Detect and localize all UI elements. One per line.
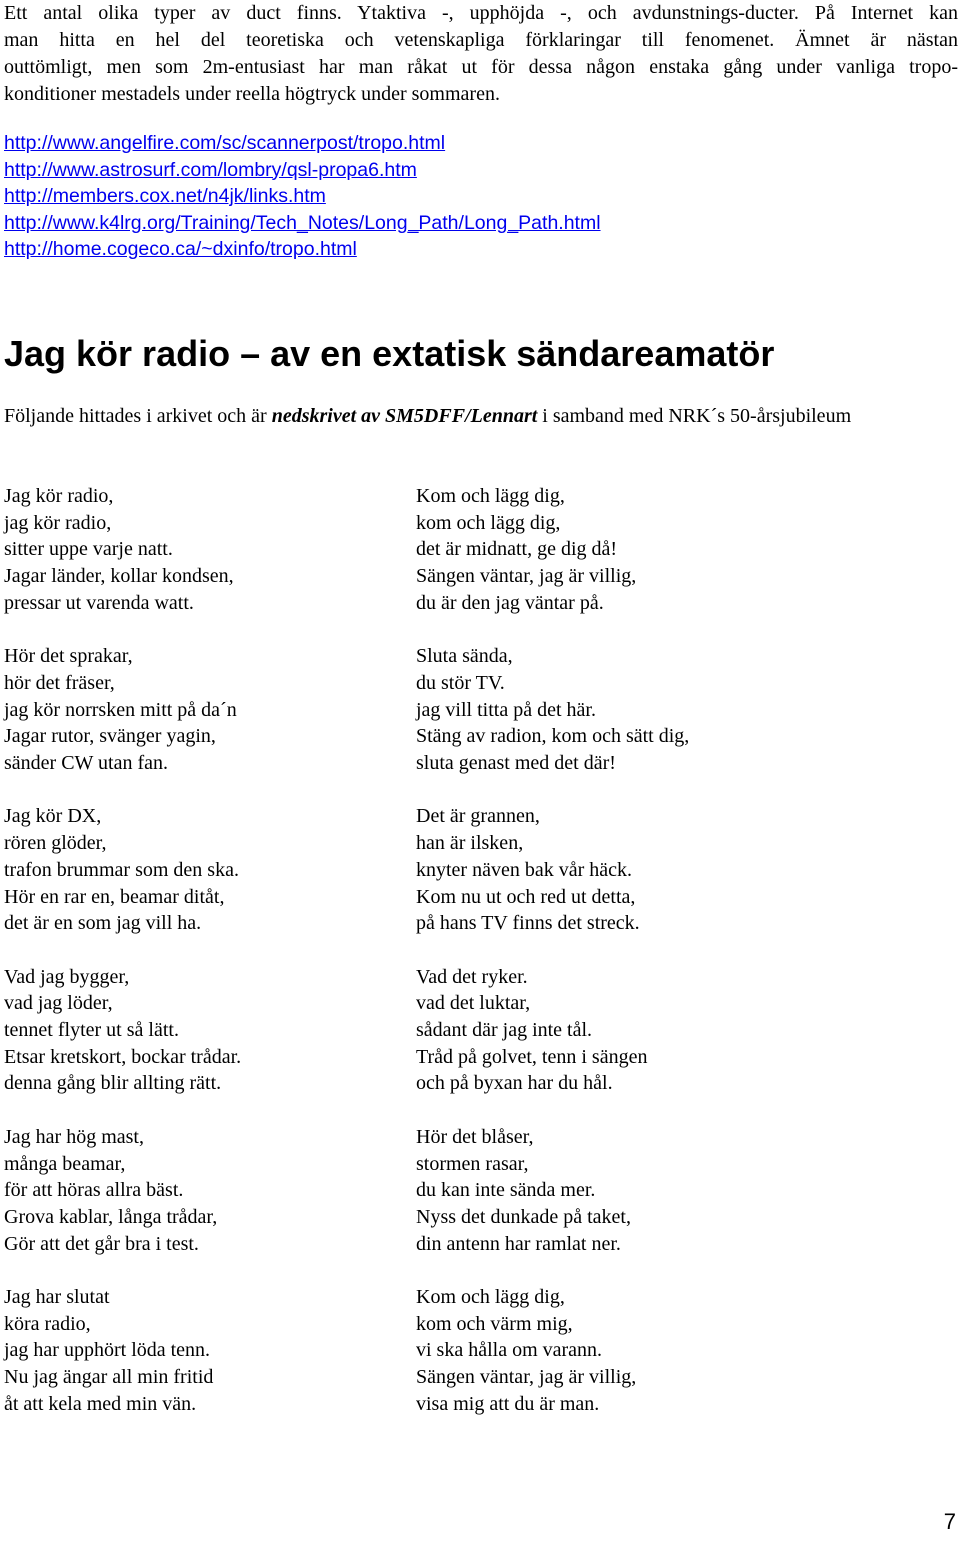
poem-line: Hör det blåser,: [416, 1125, 534, 1148]
link-cox-members[interactable]: http://members.cox.net/n4jk/links.htm: [4, 185, 326, 207]
poem-line: åt att kela med min vän.: [4, 1392, 197, 1415]
poem-line: Tråd på golvet, tenn i sängen: [416, 1045, 648, 1068]
poem-line: jag kör norrsken mitt på da´n: [4, 698, 237, 721]
poem-line: kom och lägg dig,: [416, 511, 561, 534]
poem-line: Jagar rutor, svänger yagin,: [4, 725, 216, 748]
poem-line: Sängen väntar, jag är villig,: [416, 565, 637, 588]
poem-line: kom och värm mig,: [416, 1312, 573, 1335]
poem-line: Kom och lägg dig,: [416, 485, 565, 507]
poem-line: Hör en rar en, beamar ditåt,: [4, 885, 225, 908]
poem-line: Vad det ryker.: [416, 965, 528, 988]
poem-line: Nyss det dunkade på taket,: [416, 1205, 631, 1228]
lead-text-after: i samband med NRK´s 50-årsjubileum: [537, 405, 852, 427]
link-list: [4, 130, 601, 263]
poem-line: jag vill titta på det här.: [416, 698, 596, 721]
poem-line: trafon brummar som den ska.: [4, 858, 239, 881]
poem-line: hör det fräser,: [4, 671, 115, 694]
poem-stanza: [416, 643, 689, 777]
poem-line: vad jag löder,: [4, 992, 113, 1015]
poem-line: pressar ut varenda watt.: [4, 591, 194, 614]
poem-line: jag kör radio,: [4, 511, 112, 534]
poem-line: Jag kör radio,: [4, 485, 114, 507]
poem-line: Vad jag bygger,: [4, 965, 130, 988]
poem-line: knyter näven bak vår häck.: [416, 858, 633, 881]
poem-line: Gör att det går bra i test.: [4, 1232, 199, 1255]
poem-line: Jagar länder, kollar kondsen,: [4, 565, 234, 588]
poem-line: det är en som jag vill ha.: [4, 912, 202, 935]
poem-line: tennet flyter ut så lätt.: [4, 1019, 179, 1042]
poem-line: sluta genast med det där!: [416, 752, 616, 775]
intro-paragraph: [4, 0, 958, 108]
page-number: 7: [943, 1509, 956, 1534]
poem-line: vi ska hålla om varann.: [416, 1339, 603, 1362]
lead-paragraph: [4, 403, 904, 430]
poem-line: du kan inte sända mer.: [416, 1179, 596, 1202]
poem-line: många beamar,: [4, 1152, 126, 1175]
poem-stanza: [4, 1124, 241, 1258]
poem-line: han är ilsken,: [416, 832, 524, 855]
poem-line: för att höras allra bäst.: [4, 1179, 184, 1202]
lead-text-before: Följande hittades i arkivet och är: [4, 405, 272, 427]
poem-line: stormen rasar,: [416, 1152, 529, 1175]
section-heading: Jag kör radio – av en extatisk sändareamatör: [4, 333, 775, 374]
poem-stanza: [416, 1284, 689, 1418]
poem-line: köra radio,: [4, 1312, 91, 1335]
poem-line: på hans TV finns det streck.: [416, 912, 640, 935]
poem-line: Nu jag ängar all min fritid: [4, 1366, 214, 1389]
poem-stanza: [4, 964, 241, 1098]
poem-line: Det är grannen,: [416, 805, 540, 828]
poem-line: Kom och lägg dig,: [416, 1286, 565, 1309]
poem-stanza: [4, 803, 241, 937]
poem-line: sitter uppe varje natt.: [4, 538, 173, 561]
poem-line: Grova kablar, långa trådar,: [4, 1205, 218, 1228]
link-astrosurf[interactable]: http://www.astrosurf.com/lombry/qsl-propa6.htm: [4, 158, 417, 181]
poem-line: denna gång blir allting rätt.: [4, 1072, 222, 1095]
poem-line: Kom nu ut och red ut detta,: [416, 885, 636, 908]
link-angelfire[interactable]: http://www.angelfire.com/sc/scannerpost/tropo.html: [4, 132, 446, 154]
poem-line: Jag har slutat: [4, 1286, 110, 1309]
poem-stanza: [416, 803, 689, 937]
lead-emphasis: nedskrivet av SM5DFF/Lennart: [271, 405, 538, 427]
link-cogeco[interactable]: http://home.cogeco.ca/~dxinfo/tropo.html: [4, 238, 357, 260]
poem-stanza: [4, 483, 241, 617]
poem-line: sådant där jag inte tål.: [416, 1019, 593, 1042]
poem-line: Sängen väntar, jag är villig,: [416, 1366, 637, 1389]
poem-line: Etsar kretskort, bockar trådar.: [4, 1045, 242, 1068]
poem-line: din antenn har ramlat ner.: [416, 1232, 621, 1255]
poem-stanza: [4, 1284, 241, 1418]
poem-line: sänder CW utan fan.: [4, 752, 169, 775]
poem-line: Sluta sända,: [416, 645, 513, 668]
poem-line: Jag kör DX,: [4, 805, 102, 828]
poem-line: visa mig att du är man.: [416, 1392, 600, 1415]
poem-line: och på byxan har du hål.: [416, 1072, 613, 1095]
poem-line: du stör TV.: [416, 671, 505, 694]
poem-line: rören glöder,: [4, 832, 107, 855]
poem-stanza: [416, 1124, 689, 1258]
poem-line: Jag har hög mast,: [4, 1125, 144, 1148]
intro-line: outtömligt, men som 2m-entusiast har man råkat ut för dessa någon enstaka gång under vanliga tropo-: [4, 56, 958, 78]
poem-line: det är midnatt, ge dig då!: [416, 538, 618, 561]
poem-line: vad det luktar,: [416, 992, 531, 1015]
poem-stanza: [416, 483, 689, 617]
link-k4lrg[interactable]: http://www.k4lrg.org/Training/Tech_Notes/Long_Path/Long_Path.html: [4, 211, 601, 234]
poem-line: Stäng av radion, kom och sätt dig,: [416, 725, 690, 748]
intro-line: man hitta en hel del teoretiska och vetenskapliga förklaringar till fenomenet. Ämnet är nästan: [4, 29, 958, 51]
poem-line: du är den jag väntar på.: [416, 591, 604, 614]
intro-line: Ett antal olika typer av duct finns. Ytaktiva -, upphöjda -, och avdunstnings-ducter. På Internet kan: [4, 2, 958, 24]
poem-column-left: [4, 483, 241, 1444]
poem-stanza: [416, 964, 689, 1098]
poem-line: jag har upphört löda tenn.: [4, 1339, 211, 1362]
poem-stanza: [4, 643, 241, 777]
poem-line: Hör det sprakar,: [4, 645, 133, 668]
poem-column-right: [416, 483, 689, 1444]
intro-line: konditioner mestadels under reella högtryck under sommaren.: [4, 83, 500, 105]
